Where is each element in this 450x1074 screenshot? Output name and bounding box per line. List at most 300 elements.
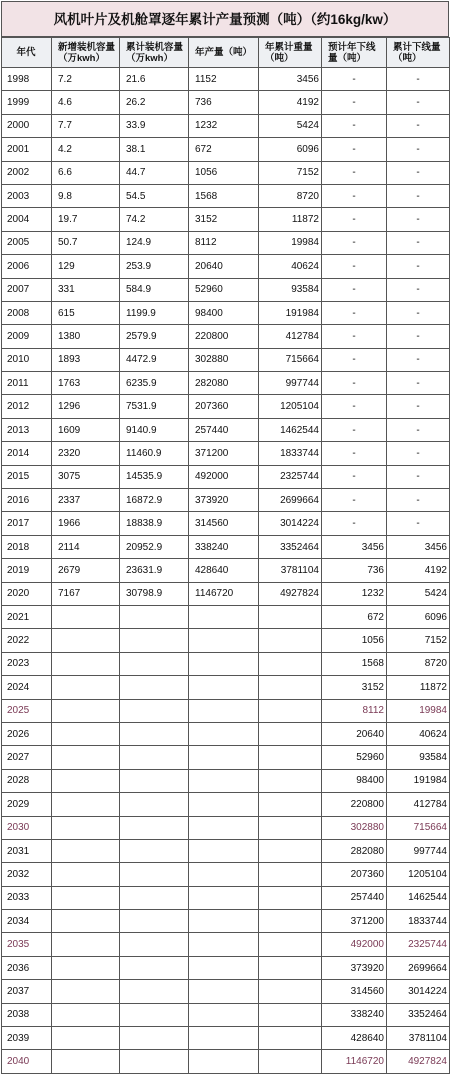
header-expected-retirement-label: 预计年下线量（吨） [328, 41, 376, 64]
table-row [2, 956, 450, 979]
cell-cumulative-weight: 3781104 [259, 559, 322, 582]
cell-year: 2029 [2, 793, 52, 816]
cell-cumulative-weight [259, 1027, 322, 1050]
cell-annual-output [189, 722, 259, 745]
cell-expected-retirement: - [322, 91, 387, 114]
cell-year: 2007 [2, 278, 52, 301]
cell-cumulative-retirement: - [387, 255, 450, 278]
cell-cumulative-capacity [120, 629, 189, 652]
cell-cumulative-weight: 191984 [259, 301, 322, 324]
table-row [2, 395, 450, 418]
header-annual-output [189, 38, 259, 68]
header-cumulative-weight [259, 38, 322, 68]
cell-expected-retirement: 373920 [322, 956, 387, 979]
cell-new-capacity: 19.7 [52, 208, 120, 231]
cell-cumulative-weight: 1462544 [259, 418, 322, 441]
header-cumulative-weight-label: 年累计重量（吨） [265, 41, 313, 64]
cell-year: 2009 [2, 325, 52, 348]
cell-cumulative-capacity: 7531.9 [120, 395, 189, 418]
table-row [2, 442, 450, 465]
cell-expected-retirement: - [322, 348, 387, 371]
cell-cumulative-weight: 3014224 [259, 512, 322, 535]
table-row [2, 68, 450, 91]
table-row [2, 816, 450, 839]
cell-cumulative-capacity: 23631.9 [120, 559, 189, 582]
cell-cumulative-capacity: 16872.9 [120, 489, 189, 512]
cell-year: 2013 [2, 418, 52, 441]
cell-cumulative-weight: 4927824 [259, 582, 322, 605]
cell-expected-retirement: 314560 [322, 980, 387, 1003]
cell-cumulative-weight [259, 769, 322, 792]
cell-new-capacity: 2320 [52, 442, 120, 465]
cell-annual-output: 338240 [189, 535, 259, 558]
cell-year: 2000 [2, 114, 52, 137]
cell-annual-output [189, 910, 259, 933]
cell-cumulative-weight: 1833744 [259, 442, 322, 465]
cell-cumulative-retirement: 5424 [387, 582, 450, 605]
cell-cumulative-capacity [120, 863, 189, 886]
cell-expected-retirement: - [322, 231, 387, 254]
cell-expected-retirement: - [322, 489, 387, 512]
cell-year: 2018 [2, 535, 52, 558]
table-row [2, 1050, 450, 1073]
cell-cumulative-retirement: 7152 [387, 629, 450, 652]
cell-annual-output [189, 629, 259, 652]
cell-year: 2022 [2, 629, 52, 652]
cell-cumulative-weight: 40624 [259, 255, 322, 278]
cell-new-capacity: 1763 [52, 372, 120, 395]
cell-annual-output: 371200 [189, 442, 259, 465]
cell-cumulative-retirement: 3781104 [387, 1027, 450, 1050]
cell-cumulative-capacity: 253.9 [120, 255, 189, 278]
cell-new-capacity [52, 886, 120, 909]
cell-cumulative-weight: 412784 [259, 325, 322, 348]
cell-cumulative-weight [259, 816, 322, 839]
cell-cumulative-capacity [120, 886, 189, 909]
cell-year: 2032 [2, 863, 52, 886]
cell-cumulative-retirement: - [387, 372, 450, 395]
cell-expected-retirement: - [322, 372, 387, 395]
cell-annual-output: 20640 [189, 255, 259, 278]
cell-annual-output [189, 816, 259, 839]
cell-expected-retirement: 1146720 [322, 1050, 387, 1073]
table-row [2, 910, 450, 933]
cell-cumulative-retirement: 2325744 [387, 933, 450, 956]
cell-cumulative-retirement: 715664 [387, 816, 450, 839]
table-row [2, 699, 450, 722]
cell-cumulative-weight: 3352464 [259, 535, 322, 558]
cell-new-capacity [52, 699, 120, 722]
cell-new-capacity [52, 1003, 120, 1026]
cell-cumulative-weight [259, 629, 322, 652]
cell-year: 2038 [2, 1003, 52, 1026]
cell-expected-retirement: 338240 [322, 1003, 387, 1026]
cell-cumulative-retirement: 2699664 [387, 956, 450, 979]
cell-cumulative-weight: 715664 [259, 348, 322, 371]
cell-year: 2011 [2, 372, 52, 395]
cell-cumulative-weight [259, 980, 322, 1003]
cell-expected-retirement: 1568 [322, 652, 387, 675]
cell-expected-retirement: 736 [322, 559, 387, 582]
cell-cumulative-weight [259, 910, 322, 933]
cell-cumulative-retirement: - [387, 231, 450, 254]
cell-year: 2002 [2, 161, 52, 184]
cell-year: 2020 [2, 582, 52, 605]
cell-cumulative-weight [259, 933, 322, 956]
table-row [2, 980, 450, 1003]
cell-year: 2034 [2, 910, 52, 933]
cell-cumulative-weight: 6096 [259, 138, 322, 161]
cell-cumulative-capacity: 11460.9 [120, 442, 189, 465]
cell-year: 2035 [2, 933, 52, 956]
cell-expected-retirement: 220800 [322, 793, 387, 816]
cell-annual-output: 3152 [189, 208, 259, 231]
table-row [2, 863, 450, 886]
cell-cumulative-capacity: 2579.9 [120, 325, 189, 348]
cell-cumulative-capacity: 9140.9 [120, 418, 189, 441]
cell-annual-output [189, 1003, 259, 1026]
cell-expected-retirement: - [322, 138, 387, 161]
cell-new-capacity [52, 910, 120, 933]
header-annual-output-label: 年产量（吨） [195, 47, 253, 58]
cell-cumulative-capacity: 14535.9 [120, 465, 189, 488]
cell-cumulative-weight: 11872 [259, 208, 322, 231]
cell-new-capacity [52, 863, 120, 886]
cell-year: 2026 [2, 722, 52, 745]
cell-annual-output: 98400 [189, 301, 259, 324]
cell-cumulative-retirement: - [387, 208, 450, 231]
cell-year: 2016 [2, 489, 52, 512]
cell-cumulative-capacity [120, 769, 189, 792]
table-row [2, 582, 450, 605]
cell-annual-output [189, 886, 259, 909]
cell-cumulative-capacity [120, 605, 189, 628]
cell-cumulative-weight: 1205104 [259, 395, 322, 418]
cell-cumulative-capacity: 30798.9 [120, 582, 189, 605]
cell-cumulative-capacity [120, 676, 189, 699]
cell-year: 2023 [2, 652, 52, 675]
cell-cumulative-capacity: 20952.9 [120, 535, 189, 558]
cell-cumulative-weight [259, 886, 322, 909]
header-new-capacity [52, 38, 120, 68]
cell-annual-output [189, 676, 259, 699]
cell-new-capacity [52, 839, 120, 862]
cell-cumulative-retirement: - [387, 278, 450, 301]
cell-cumulative-retirement: 1462544 [387, 886, 450, 909]
table-row [2, 278, 450, 301]
cell-annual-output: 428640 [189, 559, 259, 582]
cell-cumulative-retirement: - [387, 184, 450, 207]
cell-cumulative-capacity: 26.2 [120, 91, 189, 114]
cell-cumulative-retirement: - [387, 418, 450, 441]
table-row [2, 652, 450, 675]
table-row [2, 746, 450, 769]
cell-cumulative-capacity: 18838.9 [120, 512, 189, 535]
cell-cumulative-capacity: 33.9 [120, 114, 189, 137]
cell-expected-retirement: - [322, 395, 387, 418]
cell-annual-output [189, 956, 259, 979]
header-row [2, 38, 450, 68]
cell-new-capacity: 331 [52, 278, 120, 301]
cell-cumulative-retirement: - [387, 395, 450, 418]
cell-cumulative-weight: 7152 [259, 161, 322, 184]
cell-cumulative-weight [259, 699, 322, 722]
cell-cumulative-retirement: - [387, 465, 450, 488]
cell-cumulative-weight [259, 863, 322, 886]
cell-year: 2027 [2, 746, 52, 769]
cell-new-capacity [52, 629, 120, 652]
cell-year: 2024 [2, 676, 52, 699]
cell-cumulative-weight [259, 793, 322, 816]
cell-cumulative-retirement: 3456 [387, 535, 450, 558]
cell-annual-output [189, 1027, 259, 1050]
cell-new-capacity: 2337 [52, 489, 120, 512]
cell-annual-output: 736 [189, 91, 259, 114]
header-expected-retirement [322, 38, 387, 68]
cell-new-capacity [52, 746, 120, 769]
cell-cumulative-retirement: 4192 [387, 559, 450, 582]
cell-year: 2039 [2, 1027, 52, 1050]
cell-cumulative-retirement: 8720 [387, 652, 450, 675]
cell-new-capacity: 1380 [52, 325, 120, 348]
cell-year: 2017 [2, 512, 52, 535]
cell-year: 2025 [2, 699, 52, 722]
cell-new-capacity [52, 816, 120, 839]
cell-cumulative-weight: 8720 [259, 184, 322, 207]
cell-cumulative-retirement: 93584 [387, 746, 450, 769]
cell-cumulative-weight [259, 746, 322, 769]
cell-new-capacity: 1296 [52, 395, 120, 418]
cell-year: 2010 [2, 348, 52, 371]
cell-annual-output [189, 793, 259, 816]
cell-year: 2001 [2, 138, 52, 161]
cell-cumulative-capacity [120, 1050, 189, 1073]
cell-new-capacity [52, 722, 120, 745]
cell-cumulative-capacity: 124.9 [120, 231, 189, 254]
cell-annual-output: 672 [189, 138, 259, 161]
cell-cumulative-capacity [120, 746, 189, 769]
cell-cumulative-retirement: 40624 [387, 722, 450, 745]
header-cumulative-capacity [120, 38, 189, 68]
cell-cumulative-capacity [120, 910, 189, 933]
table-row [2, 839, 450, 862]
table-row [2, 465, 450, 488]
cell-annual-output: 314560 [189, 512, 259, 535]
table-row [2, 348, 450, 371]
cell-expected-retirement: 20640 [322, 722, 387, 745]
cell-cumulative-weight: 2699664 [259, 489, 322, 512]
cell-cumulative-weight: 4192 [259, 91, 322, 114]
table-title: 风机叶片及机舱罩逐年累计产量预测（吨）（约16kg/kw） [1, 1, 449, 37]
cell-cumulative-retirement: - [387, 114, 450, 137]
cell-cumulative-retirement: - [387, 325, 450, 348]
cell-expected-retirement: 3456 [322, 535, 387, 558]
cell-cumulative-capacity: 21.6 [120, 68, 189, 91]
cell-annual-output [189, 839, 259, 862]
cell-expected-retirement: 492000 [322, 933, 387, 956]
cell-cumulative-retirement: 6096 [387, 605, 450, 628]
cell-cumulative-retirement: - [387, 91, 450, 114]
cell-cumulative-weight: 2325744 [259, 465, 322, 488]
table-row [2, 535, 450, 558]
cell-expected-retirement: 257440 [322, 886, 387, 909]
table-row [2, 255, 450, 278]
cell-cumulative-capacity: 54.5 [120, 184, 189, 207]
cell-expected-retirement: - [322, 325, 387, 348]
cell-cumulative-retirement: - [387, 442, 450, 465]
cell-cumulative-capacity: 6235.9 [120, 372, 189, 395]
cell-cumulative-retirement: 11872 [387, 676, 450, 699]
cell-cumulative-retirement: - [387, 489, 450, 512]
cell-expected-retirement: - [322, 512, 387, 535]
cell-new-capacity [52, 1027, 120, 1050]
header-cumulative-retirement-label: 累计下线量（吨） [393, 41, 441, 64]
cell-cumulative-retirement: 1205104 [387, 863, 450, 886]
cell-annual-output [189, 699, 259, 722]
cell-cumulative-retirement: - [387, 138, 450, 161]
cell-new-capacity [52, 652, 120, 675]
cell-expected-retirement: - [322, 208, 387, 231]
cell-year: 2030 [2, 816, 52, 839]
cell-cumulative-capacity [120, 956, 189, 979]
cell-new-capacity: 7.7 [52, 114, 120, 137]
cell-cumulative-capacity [120, 652, 189, 675]
cell-year: 2037 [2, 980, 52, 1003]
table-row [2, 114, 450, 137]
table-row [2, 512, 450, 535]
cell-expected-retirement: 302880 [322, 816, 387, 839]
cell-expected-retirement: 1232 [322, 582, 387, 605]
cell-new-capacity: 2114 [52, 535, 120, 558]
cell-cumulative-retirement: 4927824 [387, 1050, 450, 1073]
table-row [2, 605, 450, 628]
cell-annual-output: 373920 [189, 489, 259, 512]
cell-annual-output: 1568 [189, 184, 259, 207]
cell-new-capacity: 1966 [52, 512, 120, 535]
cell-cumulative-weight [259, 1050, 322, 1073]
table-row [2, 161, 450, 184]
cell-expected-retirement: 52960 [322, 746, 387, 769]
table-row [2, 418, 450, 441]
cell-expected-retirement: 672 [322, 605, 387, 628]
cell-new-capacity: 1609 [52, 418, 120, 441]
cell-cumulative-retirement: - [387, 161, 450, 184]
table-row [2, 933, 450, 956]
cell-new-capacity: 1893 [52, 348, 120, 371]
cell-annual-output: 302880 [189, 348, 259, 371]
cell-cumulative-retirement: 412784 [387, 793, 450, 816]
cell-annual-output [189, 863, 259, 886]
cell-cumulative-retirement: 3352464 [387, 1003, 450, 1026]
cell-expected-retirement: 282080 [322, 839, 387, 862]
table-row [2, 372, 450, 395]
cell-cumulative-weight: 5424 [259, 114, 322, 137]
header-year: 年代 [2, 38, 52, 68]
cell-new-capacity: 4.6 [52, 91, 120, 114]
cell-new-capacity: 7167 [52, 582, 120, 605]
cell-year: 2005 [2, 231, 52, 254]
cell-annual-output: 1056 [189, 161, 259, 184]
cell-year: 1999 [2, 91, 52, 114]
cell-new-capacity [52, 956, 120, 979]
table-row [2, 325, 450, 348]
cell-annual-output: 220800 [189, 325, 259, 348]
forecast-table-container [1, 1, 449, 1074]
cell-annual-output: 1146720 [189, 582, 259, 605]
cell-cumulative-weight [259, 652, 322, 675]
table-row [2, 91, 450, 114]
cell-new-capacity [52, 933, 120, 956]
table-row [2, 231, 450, 254]
cell-cumulative-capacity: 38.1 [120, 138, 189, 161]
cell-cumulative-weight [259, 676, 322, 699]
cell-cumulative-capacity: 44.7 [120, 161, 189, 184]
cell-cumulative-capacity [120, 816, 189, 839]
cell-new-capacity: 7.2 [52, 68, 120, 91]
cell-cumulative-retirement: 19984 [387, 699, 450, 722]
cell-cumulative-weight [259, 605, 322, 628]
cell-year: 2019 [2, 559, 52, 582]
cell-cumulative-retirement: 3014224 [387, 980, 450, 1003]
cell-annual-output [189, 746, 259, 769]
cell-cumulative-weight: 93584 [259, 278, 322, 301]
cell-annual-output: 282080 [189, 372, 259, 395]
cell-new-capacity [52, 769, 120, 792]
cell-cumulative-weight [259, 956, 322, 979]
table-row [2, 208, 450, 231]
cell-year: 2004 [2, 208, 52, 231]
cell-year: 2003 [2, 184, 52, 207]
cell-annual-output: 8112 [189, 231, 259, 254]
cell-annual-output: 1152 [189, 68, 259, 91]
cell-cumulative-weight: 997744 [259, 372, 322, 395]
cell-annual-output [189, 933, 259, 956]
cell-cumulative-capacity: 4472.9 [120, 348, 189, 371]
cell-year: 2021 [2, 605, 52, 628]
header-new-capacity-label: 新增装机容量（万kwh） [58, 41, 116, 64]
table-row [2, 629, 450, 652]
cell-new-capacity: 6.6 [52, 161, 120, 184]
cell-cumulative-retirement: 997744 [387, 839, 450, 862]
cell-expected-retirement: 371200 [322, 910, 387, 933]
table-row [2, 301, 450, 324]
cell-expected-retirement: 98400 [322, 769, 387, 792]
cell-new-capacity: 50.7 [52, 231, 120, 254]
cell-year: 2040 [2, 1050, 52, 1073]
cell-cumulative-capacity: 74.2 [120, 208, 189, 231]
cell-year: 2036 [2, 956, 52, 979]
cell-expected-retirement: 3152 [322, 676, 387, 699]
cell-new-capacity [52, 980, 120, 1003]
cell-cumulative-capacity [120, 793, 189, 816]
cell-year: 2006 [2, 255, 52, 278]
cell-new-capacity [52, 676, 120, 699]
cell-year: 2015 [2, 465, 52, 488]
cell-year: 2008 [2, 301, 52, 324]
header-cumulative-retirement [387, 38, 450, 68]
cell-new-capacity: 3075 [52, 465, 120, 488]
cell-annual-output [189, 652, 259, 675]
cell-cumulative-capacity [120, 1027, 189, 1050]
table-row [2, 722, 450, 745]
table-row [2, 138, 450, 161]
cell-annual-output [189, 1050, 259, 1073]
cell-cumulative-capacity [120, 699, 189, 722]
cell-cumulative-weight [259, 722, 322, 745]
cell-year: 2012 [2, 395, 52, 418]
cell-new-capacity: 615 [52, 301, 120, 324]
cell-cumulative-retirement: - [387, 301, 450, 324]
